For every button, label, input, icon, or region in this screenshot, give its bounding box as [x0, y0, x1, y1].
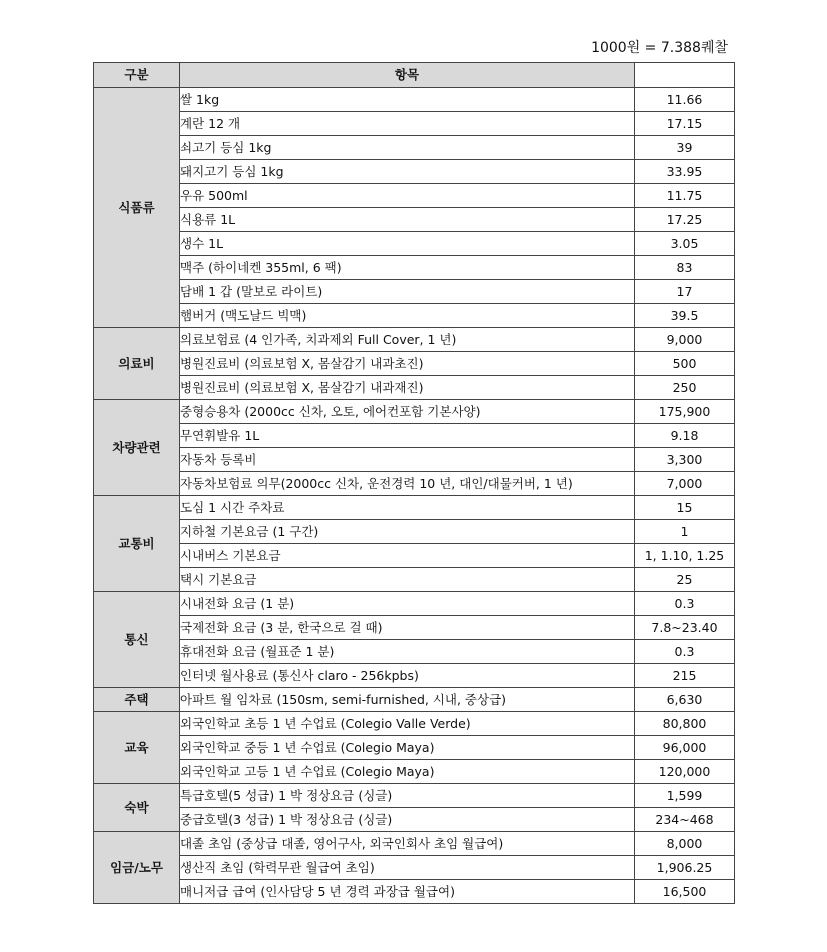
table-row: [94, 568, 735, 592]
value-cell: 7.8~23.40: [635, 616, 735, 640]
item-cell: 병원진료비 (의료보험 X, 몸살감기 내과초진): [180, 352, 635, 376]
table-row: [94, 640, 735, 664]
item-cell: 중급호텔(3 성급) 1 박 정상요금 (싱글): [180, 808, 635, 832]
table-row: [94, 520, 735, 544]
value-cell: 175,900: [635, 400, 735, 424]
value-cell: 17.15: [635, 112, 735, 136]
value-cell: 3,300: [635, 448, 735, 472]
value-cell: 3.05: [635, 232, 735, 256]
table-row: [94, 136, 735, 160]
header-value: [635, 63, 735, 88]
item-cell: 식용류 1L: [180, 208, 635, 232]
item-cell: 담배 1 갑 (말보로 라이트): [180, 280, 635, 304]
category-cell: 교육: [94, 712, 180, 784]
item-cell: 생수 1L: [180, 232, 635, 256]
category-cell: 차량관련: [94, 400, 180, 496]
table-row: [94, 280, 735, 304]
value-cell: 80,800: [635, 712, 735, 736]
table-row: [94, 256, 735, 280]
item-cell: 외국인학교 초등 1 년 수업료 (Colegio Valle Verde): [180, 712, 635, 736]
value-cell: 7,000: [635, 472, 735, 496]
table-row: [94, 472, 735, 496]
table-row: [94, 160, 735, 184]
value-cell: 33.95: [635, 160, 735, 184]
table-row: [94, 856, 735, 880]
table-row: [94, 376, 735, 400]
table-row: [94, 400, 735, 424]
table-row: [94, 784, 735, 808]
table-row: [94, 760, 735, 784]
category-cell: 임금/노무: [94, 832, 180, 904]
item-cell: 인터넷 월사용료 (통신사 claro - 256kpbs): [180, 664, 635, 688]
value-cell: 120,000: [635, 760, 735, 784]
item-cell: 외국인학교 중등 1 년 수업료 (Colegio Maya): [180, 736, 635, 760]
value-cell: 17: [635, 280, 735, 304]
value-cell: 11.66: [635, 88, 735, 112]
value-cell: 8,000: [635, 832, 735, 856]
table-row: [94, 184, 735, 208]
item-cell: 돼지고기 등심 1kg: [180, 160, 635, 184]
item-cell: 우유 500ml: [180, 184, 635, 208]
value-cell: 500: [635, 352, 735, 376]
value-cell: 234~468: [635, 808, 735, 832]
table-body: [94, 88, 735, 904]
table-row: [94, 832, 735, 856]
table-row: [94, 112, 735, 136]
category-cell: 의료비: [94, 328, 180, 400]
item-cell: 생산직 초임 (학력무관 월급여 초임): [180, 856, 635, 880]
value-cell: 215: [635, 664, 735, 688]
table-row: [94, 736, 735, 760]
header-item: 항목: [180, 63, 635, 88]
item-cell: 맥주 (하이네켄 355ml, 6 팩): [180, 256, 635, 280]
item-cell: 계란 12 개: [180, 112, 635, 136]
exchange-rate-note: 1000원 = 7.388퀘찰: [591, 40, 728, 56]
table-row: [94, 688, 735, 712]
table-row: [94, 592, 735, 616]
table-row: [94, 352, 735, 376]
value-cell: 39: [635, 136, 735, 160]
value-cell: 9,000: [635, 328, 735, 352]
value-cell: 9.18: [635, 424, 735, 448]
table-row: [94, 328, 735, 352]
header-category: 구분: [94, 63, 180, 88]
category-cell: 주택: [94, 688, 180, 712]
item-cell: 쌀 1kg: [180, 88, 635, 112]
value-cell: 11.75: [635, 184, 735, 208]
item-cell: 햄버거 (맥도날드 빅맥): [180, 304, 635, 328]
value-cell: 17.25: [635, 208, 735, 232]
value-cell: 1,906.25: [635, 856, 735, 880]
table-row: [94, 808, 735, 832]
table-row: [94, 664, 735, 688]
value-cell: 1,599: [635, 784, 735, 808]
table-row: [94, 304, 735, 328]
item-cell: 자동차보험료 의무(2000cc 신차, 운전경력 10 년, 대인/대물커버, 1 년): [180, 472, 635, 496]
value-cell: 0.3: [635, 592, 735, 616]
item-cell: 시내전화 요금 (1 분): [180, 592, 635, 616]
value-cell: 250: [635, 376, 735, 400]
item-cell: 휴대전화 요금 (월표준 1 분): [180, 640, 635, 664]
table-row: [94, 496, 735, 520]
item-cell: 자동차 등록비: [180, 448, 635, 472]
category-cell: 통신: [94, 592, 180, 688]
item-cell: 대졸 초임 (중상급 대졸, 영어구사, 외국인회사 초임 월급여): [180, 832, 635, 856]
item-cell: 특급호텔(5 성급) 1 박 정상요금 (싱글): [180, 784, 635, 808]
item-cell: 의료보험료 (4 인가족, 치과제외 Full Cover, 1 년): [180, 328, 635, 352]
item-cell: 지하철 기본요금 (1 구간): [180, 520, 635, 544]
value-cell: 6,630: [635, 688, 735, 712]
table-row: [94, 208, 735, 232]
category-cell: 숙박: [94, 784, 180, 832]
value-cell: 1, 1.10, 1.25: [635, 544, 735, 568]
item-cell: 매니저급 급여 (인사담당 5 년 경력 과장급 월급여): [180, 880, 635, 904]
item-cell: 외국인학교 고등 1 년 수업료 (Colegio Maya): [180, 760, 635, 784]
category-cell: 식품류: [94, 88, 180, 328]
table-row: [94, 232, 735, 256]
item-cell: 국제전화 요금 (3 분, 한국으로 걸 때): [180, 616, 635, 640]
value-cell: 1: [635, 520, 735, 544]
cost-of-living-table: [93, 62, 735, 904]
value-cell: 96,000: [635, 736, 735, 760]
table-row: [94, 544, 735, 568]
item-cell: 중형승용차 (2000cc 신차, 오토, 에어컨포함 기본사양): [180, 400, 635, 424]
value-cell: 25: [635, 568, 735, 592]
value-cell: 16,500: [635, 880, 735, 904]
table-row: [94, 712, 735, 736]
table-row: [94, 616, 735, 640]
table-row: [94, 88, 735, 112]
value-cell: 0.3: [635, 640, 735, 664]
value-cell: 39.5: [635, 304, 735, 328]
value-cell: 83: [635, 256, 735, 280]
item-cell: 택시 기본요금: [180, 568, 635, 592]
table-row: [94, 448, 735, 472]
table-header-row: [94, 63, 735, 88]
item-cell: 무연휘발유 1L: [180, 424, 635, 448]
item-cell: 도심 1 시간 주차료: [180, 496, 635, 520]
table-row: [94, 880, 735, 904]
item-cell: 아파트 월 임차료 (150sm, semi-furnished, 시내, 중상급): [180, 688, 635, 712]
table-row: [94, 424, 735, 448]
item-cell: 병원진료비 (의료보험 X, 몸살감기 내과재진): [180, 376, 635, 400]
item-cell: 쇠고기 등심 1kg: [180, 136, 635, 160]
value-cell: 15: [635, 496, 735, 520]
item-cell: 시내버스 기본요금: [180, 544, 635, 568]
category-cell: 교통비: [94, 496, 180, 592]
